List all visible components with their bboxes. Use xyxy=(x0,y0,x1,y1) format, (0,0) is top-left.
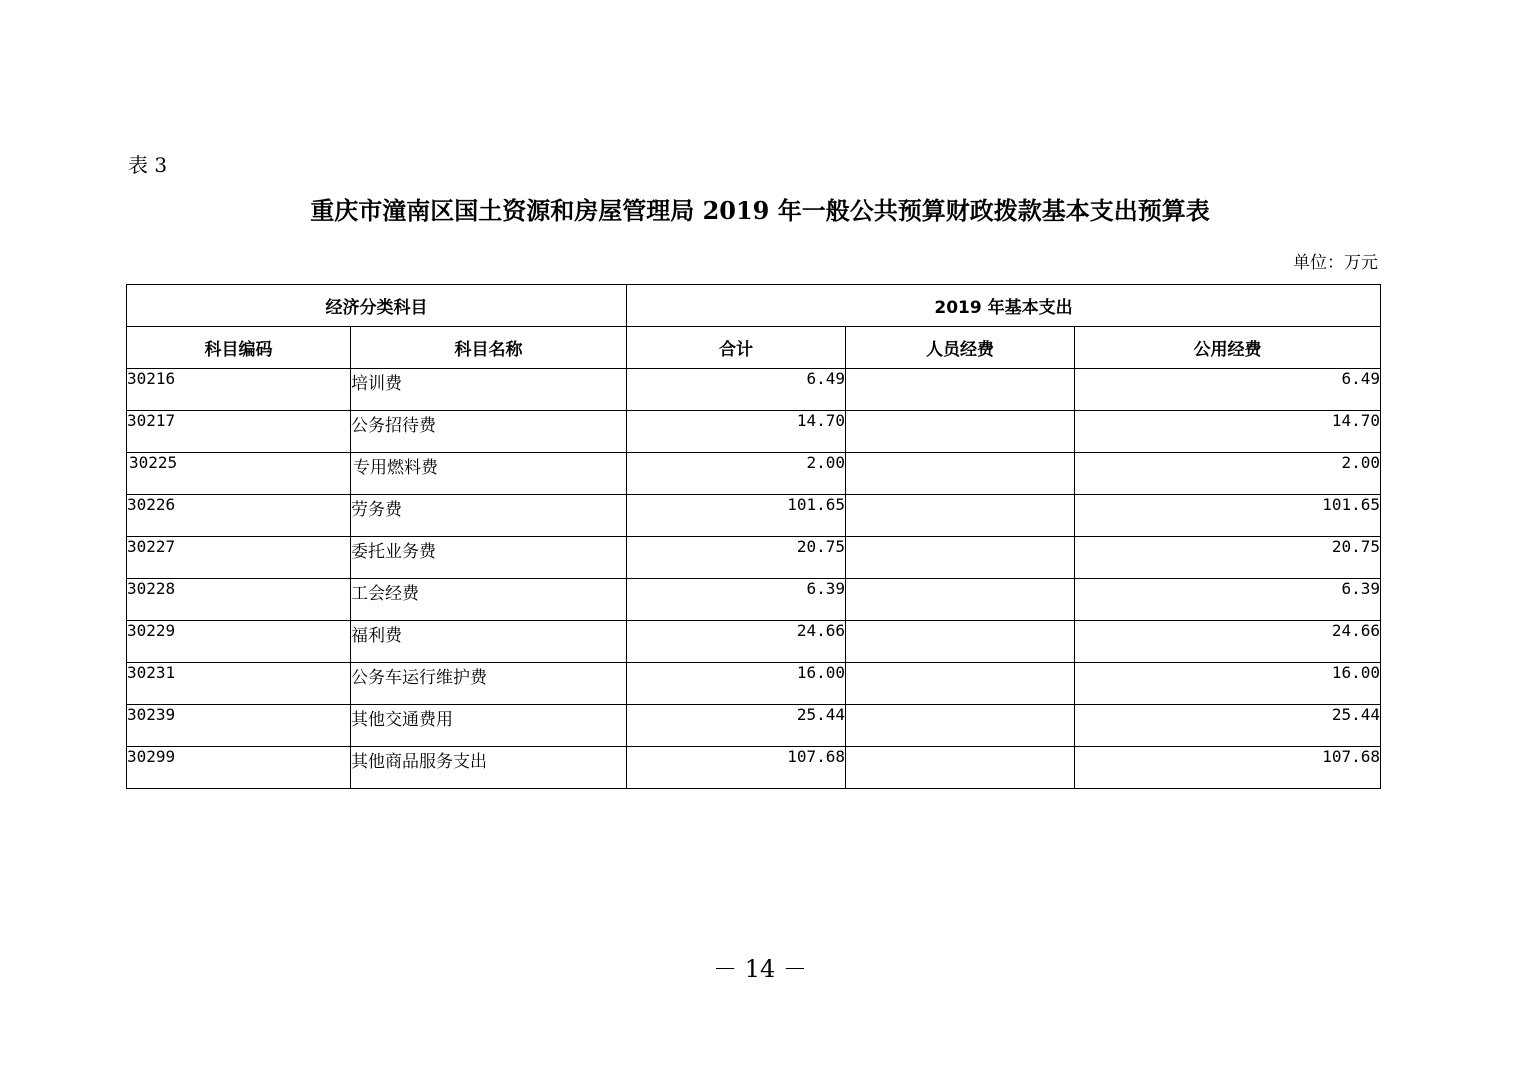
total-cell: 24.66 xyxy=(627,621,846,663)
public-expense-cell: 6.39 xyxy=(1075,579,1381,621)
total-cell: 107.68 xyxy=(627,747,846,789)
table-row xyxy=(127,705,1381,747)
table-header xyxy=(127,285,1381,369)
personnel-cell xyxy=(846,495,1075,537)
public-expense-cell: 2.00 xyxy=(1075,453,1381,495)
table-row xyxy=(127,495,1381,537)
total-cell: 2.00 xyxy=(627,453,846,495)
table-row xyxy=(127,621,1381,663)
subject-code-cell: 30299 xyxy=(127,747,351,789)
public-expense-cell: 14.70 xyxy=(1075,411,1381,453)
header-column-row xyxy=(127,327,1381,369)
table-row xyxy=(127,537,1381,579)
subject-name-cell: 公务招待费 xyxy=(351,411,627,453)
public-expense-cell: 107.68 xyxy=(1075,747,1381,789)
total-cell: 25.44 xyxy=(627,705,846,747)
total-cell: 16.00 xyxy=(627,663,846,705)
table-body xyxy=(127,369,1381,789)
header-public-expense: 公用经费 xyxy=(1075,327,1381,369)
subject-code-cell: 30231 xyxy=(127,663,351,705)
personnel-cell xyxy=(846,453,1075,495)
unit-note: 单位：万元 xyxy=(1293,253,1378,273)
subject-code-cell: 30217 xyxy=(127,411,351,453)
subject-name-cell: 劳务费 xyxy=(351,495,627,537)
subject-code-cell: 30239 xyxy=(127,705,351,747)
subject-code-cell: 30227 xyxy=(127,537,351,579)
subject-name-cell: 公务车运行维护费 xyxy=(351,663,627,705)
document-title: 重庆市潼南区国土资源和房屋管理局 2019 年一般公共预算财政拨款基本支出预算表 xyxy=(310,196,1210,225)
total-cell: 20.75 xyxy=(627,537,846,579)
subject-code-cell: 30229 xyxy=(127,621,351,663)
subject-code-cell: 30226 xyxy=(127,495,351,537)
total-cell: 14.70 xyxy=(627,411,846,453)
public-expense-cell: 24.66 xyxy=(1075,621,1381,663)
personnel-cell xyxy=(846,747,1075,789)
subject-code-cell: 30225 xyxy=(127,453,351,495)
public-expense-cell: 101.65 xyxy=(1075,495,1381,537)
personnel-cell xyxy=(846,579,1075,621)
public-expense-cell: 6.49 xyxy=(1075,369,1381,411)
personnel-cell xyxy=(846,369,1075,411)
table-row xyxy=(127,453,1381,495)
personnel-cell xyxy=(846,663,1075,705)
subject-name-cell: 工会经费 xyxy=(351,579,627,621)
personnel-cell xyxy=(846,621,1075,663)
subject-name-cell: 专用燃料费 xyxy=(351,453,627,495)
public-expense-cell: 16.00 xyxy=(1075,663,1381,705)
public-expense-cell: 20.75 xyxy=(1075,537,1381,579)
table-row xyxy=(127,579,1381,621)
subject-name-cell: 培训费 xyxy=(351,369,627,411)
personnel-cell xyxy=(846,537,1075,579)
personnel-cell xyxy=(846,705,1075,747)
subject-code-cell: 30228 xyxy=(127,579,351,621)
table-row xyxy=(127,663,1381,705)
table-row xyxy=(127,747,1381,789)
subject-name-cell: 其他交通费用 xyxy=(351,705,627,747)
total-cell: 6.49 xyxy=(627,369,846,411)
total-cell: 101.65 xyxy=(627,495,846,537)
header-group-row xyxy=(127,285,1381,327)
personnel-cell xyxy=(846,411,1075,453)
total-cell: 6.39 xyxy=(627,579,846,621)
table-label: 表 3 xyxy=(128,153,168,177)
subject-name-cell: 福利费 xyxy=(351,621,627,663)
header-basic-expenditure: 2019 年基本支出 xyxy=(627,285,1381,327)
public-expense-cell: 25.44 xyxy=(1075,705,1381,747)
table-row xyxy=(127,369,1381,411)
subject-name-cell: 其他商品服务支出 xyxy=(351,747,627,789)
budget-table xyxy=(126,284,1381,789)
header-economic-classification: 经济分类科目 xyxy=(127,285,627,327)
page-number: － 14 － xyxy=(713,955,807,983)
subject-code-cell: 30216 xyxy=(127,369,351,411)
header-subject-code: 科目编码 xyxy=(127,327,351,369)
header-total: 合计 xyxy=(627,327,846,369)
subject-name-cell: 委托业务费 xyxy=(351,537,627,579)
table-row xyxy=(127,411,1381,453)
header-subject-name: 科目名称 xyxy=(351,327,627,369)
header-personnel-expense: 人员经费 xyxy=(846,327,1075,369)
